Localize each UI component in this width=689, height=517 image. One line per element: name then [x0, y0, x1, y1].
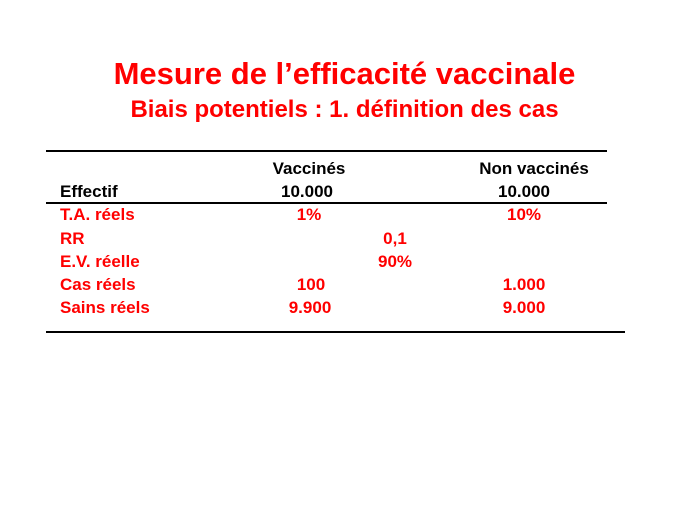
effectif-non-vaccines: 10.000 — [498, 182, 550, 201]
row-non-vaccines: 1.000 — [502, 275, 546, 294]
table-bottom-rule — [46, 331, 625, 333]
row-non-vaccines: 9.000 — [502, 298, 546, 317]
row-middle: 0,1 — [383, 229, 407, 248]
slide-subtitle: Biais potentiels : 1. définition des cas — [130, 96, 559, 123]
table-top-rule — [46, 150, 607, 152]
row-label: Cas réels — [60, 275, 136, 294]
row-label: E.V. réelle — [60, 252, 140, 271]
header-non-vaccines: Non vaccinés — [479, 159, 589, 178]
effectif-vaccines: 10.000 — [281, 182, 333, 201]
header-vaccines: Vaccinés — [272, 159, 346, 178]
slide-title: Mesure de l’efficacité vaccinale — [113, 56, 576, 91]
effectif-label: Effectif — [60, 182, 118, 201]
row-vaccines: 100 — [296, 275, 326, 294]
row-non-vaccines: 10% — [506, 205, 542, 224]
row-label: RR — [60, 229, 85, 248]
row-label: T.A. réels — [60, 205, 135, 224]
row-middle: 90% — [377, 252, 413, 271]
row-vaccines: 9.900 — [288, 298, 332, 317]
row-vaccines: 1% — [296, 205, 322, 224]
table-header-rule — [46, 202, 607, 204]
row-label: Sains réels — [60, 298, 150, 317]
